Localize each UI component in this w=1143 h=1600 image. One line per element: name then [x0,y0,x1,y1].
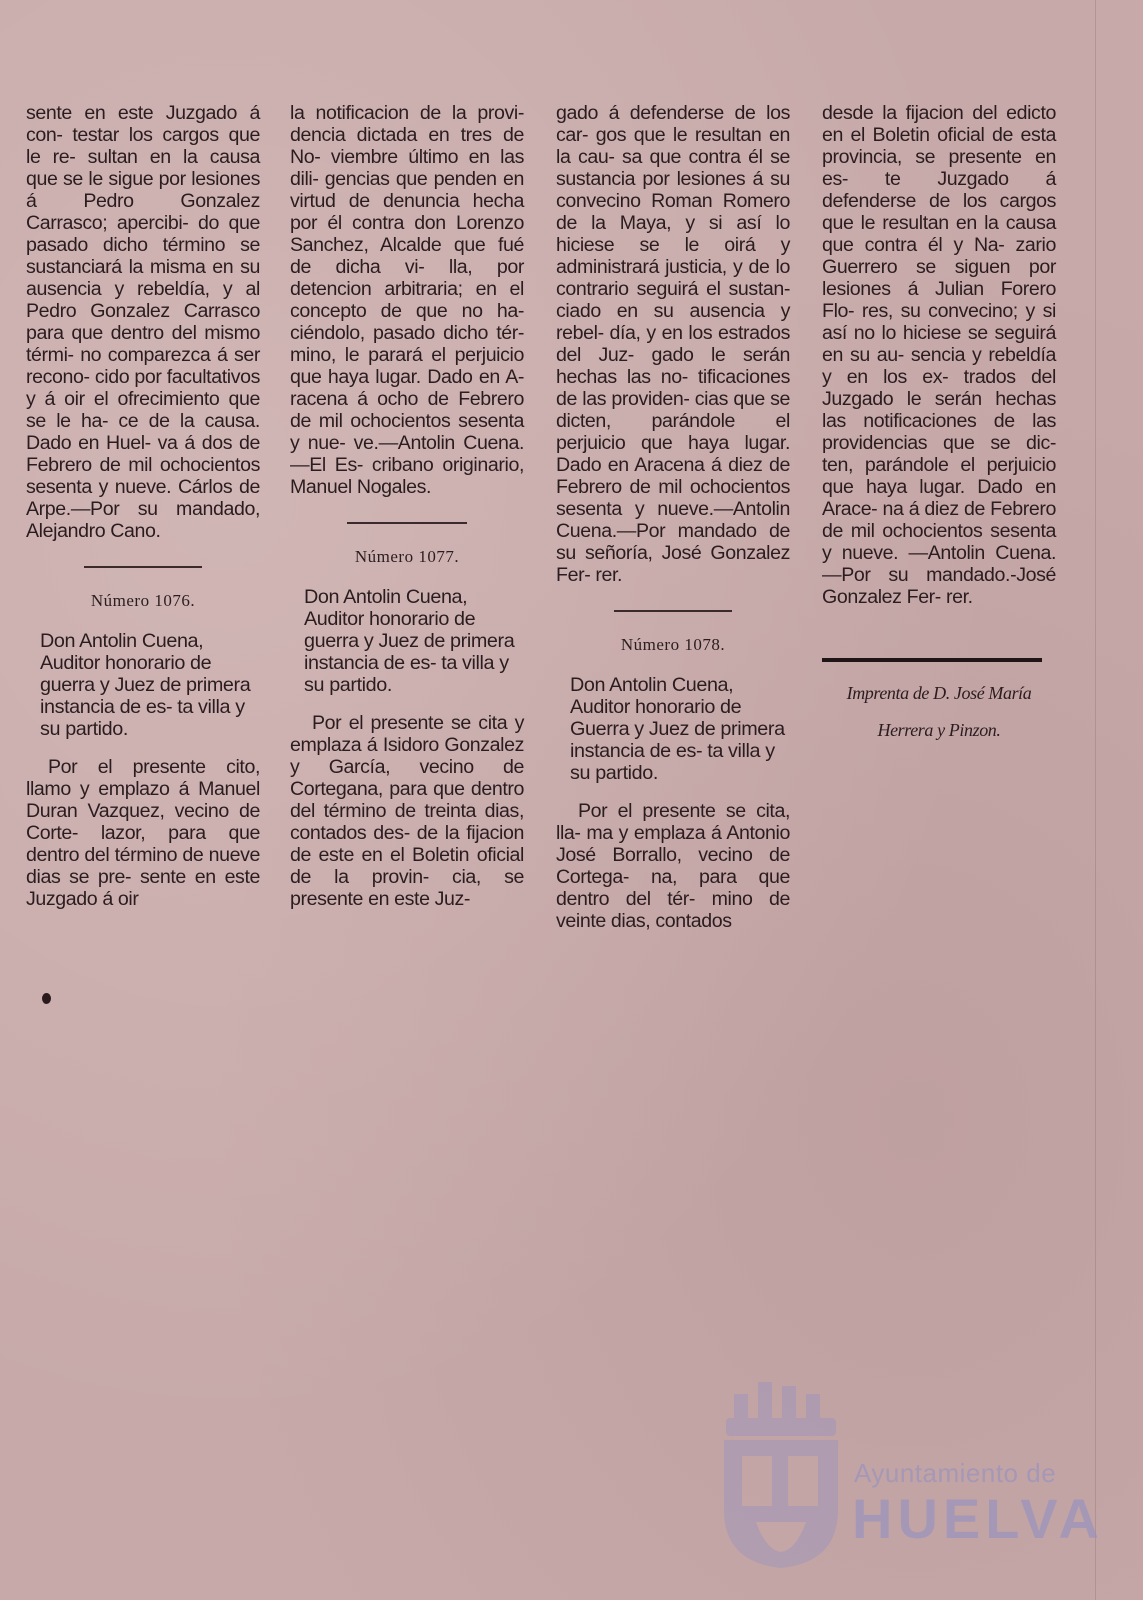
printer-line-1: Imprenta de D. José María [846,683,1032,703]
text-line: Gonzalez Carrasco; apercibi- [26,190,260,234]
text-line: que dentro del mismo térmi- [26,322,260,366]
edict-number-1076: Número 1076. [90,591,196,610]
text-line: va á dos de Febrero de mil [26,432,260,476]
watermark-text-line-1: Ayuntamiento de [854,1458,1057,1488]
text-line: sente en este Juzgado á con- [26,102,260,146]
ink-blot [42,993,51,1004]
text-line: Pedro Gonzalez Carrasco para [26,300,260,344]
text-line: sigue por lesiones á Pedro [26,168,260,212]
col2-continuation-text: la notificacion de la provi- dencia dictada en tres de No- viembre último en las dili- gencias que penden en virtud de denuncia hecha por él contra don Lorenzo Sanchez, Alcalde que fué de dicha vi- lla, por detencion arbitraria; en el concepto de que no ha- ciéndolo, pasado dicho tér- mino, le parará el perjuicio que haya lugar. Dado en A- racena á ocho de Febrero de mil ochocientos sesenta y nue- ve.—Antolin Cuena.—El Es- cribano originario, Manuel Nogales. [290,102,524,498]
watermark-text-line-2: HUELVA [852,1487,1104,1550]
text-line: cido por facultativos y á oir [26,366,260,410]
text-line: do que pasado dicho término [26,212,260,256]
faded-page-header [60,50,1100,90]
separator-rule [84,566,202,568]
text-line: ochocientos sesenta y nueve. [26,454,260,498]
edict-heading: Don Antolin Cuena, Auditor honorario de Guerra y Juez de primera instancia de es- ta villa y su partido. [570,674,785,784]
column-3 [556,102,790,932]
edict-heading: Don Antolin Cuena, Auditor honorario de guerra y Juez de primera instancia de es- ta villa y su partido. [304,586,515,696]
edict-number-1078: Número 1078. [620,635,726,654]
edict-body: Por el presente se cita, lla- ma y emplaza á Antonio José Borrallo, vecino de Cortega- na, para que dentro del tér- mino de veinte dias, contados [556,800,790,932]
separator-rule [347,522,467,524]
column-4 [822,102,1056,741]
column-2 [290,102,524,910]
col1-continuation-text [26,102,260,542]
edict-body: Por el presente se cita y emplaza á Isidoro Gonzalez y García, vecino de Cortegana, para que dentro del término de treinta dias, contados des- de la fijacion de este en el Boletin oficial de la provin- cia, se presente en este Juz- [290,712,524,910]
text-line: no comparezca á ser recono- [26,344,260,388]
page-edge-line [1095,0,1096,1600]
text-line: Cárlos de Arpe.—Por su [26,476,260,520]
text-line: el ofrecimiento que se le ha- [26,388,261,432]
edict-body: Por el presente cito, llamo y emplazo á Manuel Duran Vazquez, vecino de Corte- lazor, para que dentro del término de nueve dias se pre- sente en este Juzgado á oir [26,756,260,910]
text-line: su ausencia y rebeldía, y al [26,256,260,300]
edict-number-1077: Número 1077. [354,547,460,566]
text-line: se sustanciará la misma en [26,234,260,278]
col3-continuation-text: gado á defenderse de los car- gos que le resultan en la cau- sa que contra él se sustancia por lesiones á su convecino Roman Romero de la Maya, y si así lo hiciese se le oirá y administrará justicia, y de lo contrario seguirá el sustan- ciado en su ausencia y rebel- día, y en los estrados del Juz- gado le serán hechas las no- tificaciones de las providen- cias que se dicten, parándole el perjuicio que haya lugar. Dado en Aracena á diez de Febrero de mil ochocientos sesenta y nueve.—Antolin Cuena.—Por mandado de su señoría, José Gonzalez Fer- rer. [556,102,790,586]
closing-rule [822,658,1042,662]
column-1 [26,102,260,910]
text-line: sultan en la causa que se le [26,146,260,190]
edict-heading: Don Antolin Cuena, Auditor honorario de guerra y Juez de primera instancia de es- ta villa y su partido. [40,630,251,740]
text-line: ce de la causa. Dado en Huel- [26,410,260,454]
printer-line-2: Herrera y Pinzon. [877,720,1001,740]
text-line: testar los cargos que le re- [26,124,261,168]
printer-imprint [822,682,1056,741]
text-line: mandado, Alejandro Cano. [26,498,260,542]
col4-continuation-text: desde la fijacion del edicto en el Boletin oficial de esta provincia, se presente en es- te Juzgado á defenderse de los cargos que le resultan en la causa que contra él y Na- zario Guerrero se siguen por lesiones á Julian Forero Flo- res, su convecino; y si así no lo hiciese se seguirá en su au- sencia y rebeldía y en los ex- trados del Juzgado le serán hechas las notificaciones de las providencias que se dic- ten, parándole el perjuicio que haya lugar. Dado en Arace- na á diez de Febrero de mil ochocientos sesenta y nueve. —Antolin Cuena.—Por su mandado.-José Gonzalez Fer- rer. [822,102,1056,608]
separator-rule [614,610,732,612]
